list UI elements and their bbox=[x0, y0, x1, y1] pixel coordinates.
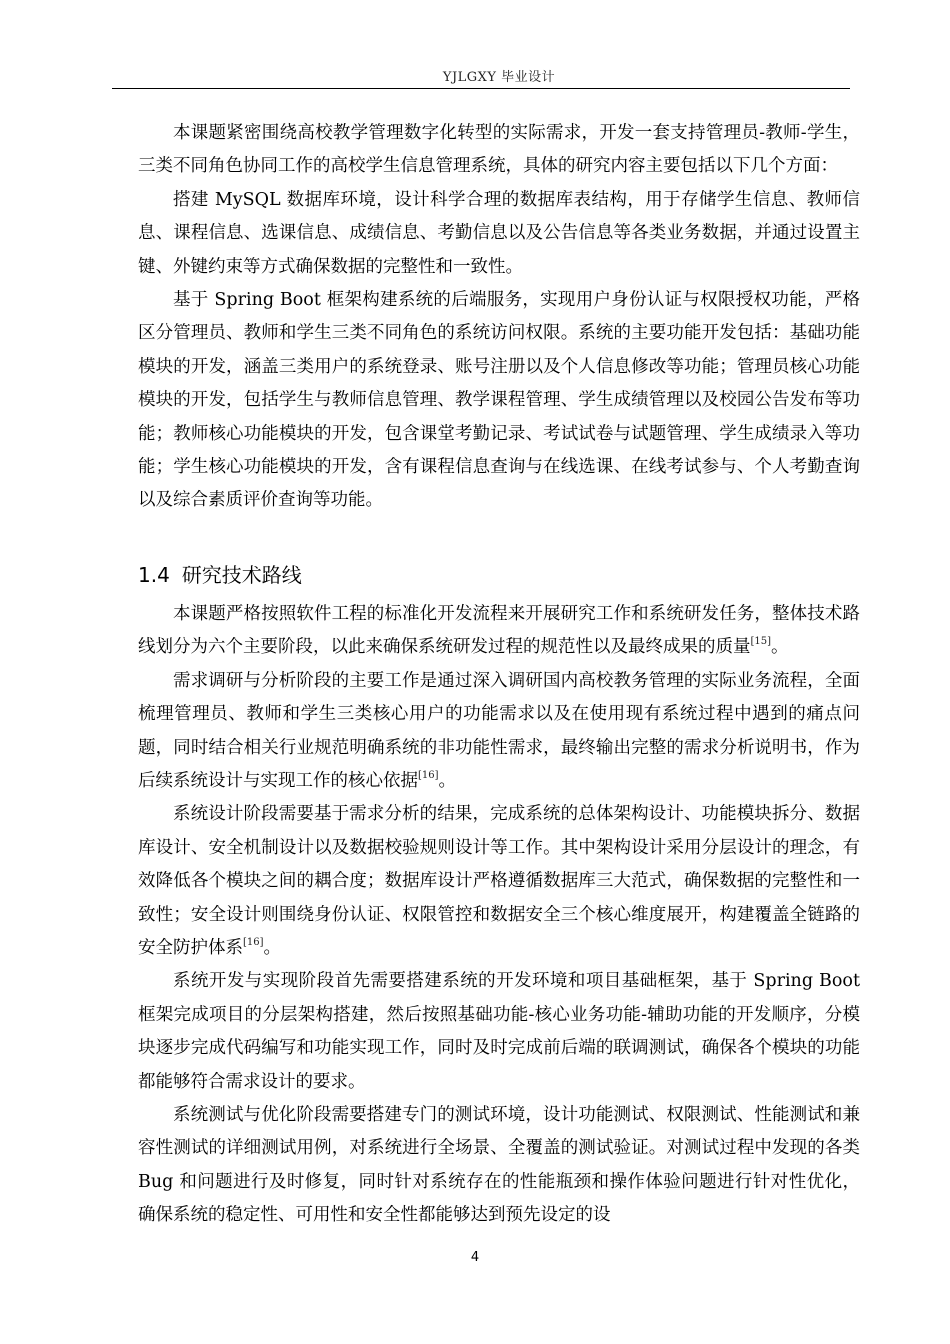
paragraph bbox=[138, 665, 860, 799]
citation: [16] bbox=[243, 936, 264, 948]
section-title: 研究技术路线 bbox=[181, 562, 302, 587]
paragraph: 搭建 MySQL 数据库环境，设计科学合理的数据库表结构，用于存储学生信息、教师信息、课程信息、选课信息、成绩信息、考勤信息以及公告信息等各类业务数据，并通过设置主键、外键约束等方式确保数据的完整性和一致性。 bbox=[138, 189, 860, 277]
paragraph: 系统测试与优化阶段需要搭建专门的测试环境，设计功能测试、权限测试、性能测试和兼容性测试的详细测试用例，对系统进行全场景、全覆盖的测试验证。对测试过程中发现的各类 Bug 和问题进行及时修复，同时针对系统存在的性能瓶颈和操作体验问题进行针对性优化，确保系统的稳定性、可用性和安全性都能够达到预先设定的设 bbox=[138, 1104, 860, 1226]
citation: [15] bbox=[750, 636, 772, 648]
paragraph-end: 。 bbox=[438, 770, 457, 791]
page-number: 4 bbox=[470, 1250, 480, 1265]
citation: [16] bbox=[418, 769, 439, 781]
section-number: 1.4 bbox=[138, 562, 170, 587]
paragraph: 基于 Spring Boot 框架构建系统的后端服务，实现用户身份认证与权限授权功能，严格区分管理员、教师和学生三类不同角色的系统访问权限。系统的主要功能开发包括：基础功能模块的开发，涵盖三类用户的系统登录、账号注册以及个人信息修改等功能；管理员核心功能模块的开发，包括学生与教师信息管理、教学课程管理、学生成绩管理以及校园公告发布等功能；教师核心功能模块的开发，包含课堂考勤记录、考试试卷与试题管理、学生成绩录入等功能；学生核心功能模块的开发，含有课程信息查询与在线选课、在线考试参与、个人考勤查询以及综合素质评价查询等功能。 bbox=[138, 290, 860, 511]
paragraph-end: 。 bbox=[771, 637, 789, 658]
paragraph bbox=[138, 598, 860, 665]
body-text bbox=[138, 117, 860, 1233]
paragraph: 系统开发与实现阶段首先需要搭建系统的开发环境和项目基础框架，基于 Spring Boot 框架完成项目的分层架构搭建，然后按照基础功能-核心业务功能-辅助功能的开发顺序，分模块逐步完成代码编写和功能实现工作，同时及时完成前后端的联调测试，确保各个模块的功能都能够符合需求设计的要求。 bbox=[138, 971, 860, 1092]
running-header: YJLGXY 毕业设计 bbox=[442, 70, 556, 85]
paragraph-text: 本课题严格按照软件工程的标准化开发流程来开展研究工作和系统研发任务，整体技术路线划分为六个主要阶段，以此来确保系统研发过程的规范性以及最终成果的质量 bbox=[138, 603, 860, 658]
paragraph: 本课题紧密围绕高校教学管理数字化转型的实际需求，开发一套支持管理员-教师-学生，三类不同角色协同工作的高校学生信息管理系统，具体的研究内容主要包括以下几个方面： bbox=[138, 123, 860, 177]
paragraph-end: 。 bbox=[263, 937, 282, 958]
paragraph-text: 系统设计阶段需要基于需求分析的结果，完成系统的总体架构设计、功能模块拆分、数据库设计、安全机制设计以及数据校验规则设计等工作。其中架构设计采用分层设计的理念，有效降低各个模块之间的耦合度；数据库设计严格遵循数据库三大范式，确保数据的完整性和一致性；安全设计则围绕身份认证、权限管控和数据安全三个核心维度展开，构建覆盖全链路的安全防护体系 bbox=[138, 804, 860, 958]
paragraph bbox=[138, 798, 860, 965]
paragraph-text: 需求调研与分析阶段的主要工作是通过深入调研国内高校教务管理的实际业务流程，全面梳理管理员、教师和学生三类核心用户的功能需求以及在使用现有系统过程中遇到的痛点问题，同时结合相关行业规范明确系统的非功能性需求，最终输出完整的需求分析说明书，作为后续系统设计与实现工作的核心依据 bbox=[138, 670, 860, 791]
header-rule bbox=[112, 88, 850, 89]
section-heading bbox=[138, 558, 860, 592]
